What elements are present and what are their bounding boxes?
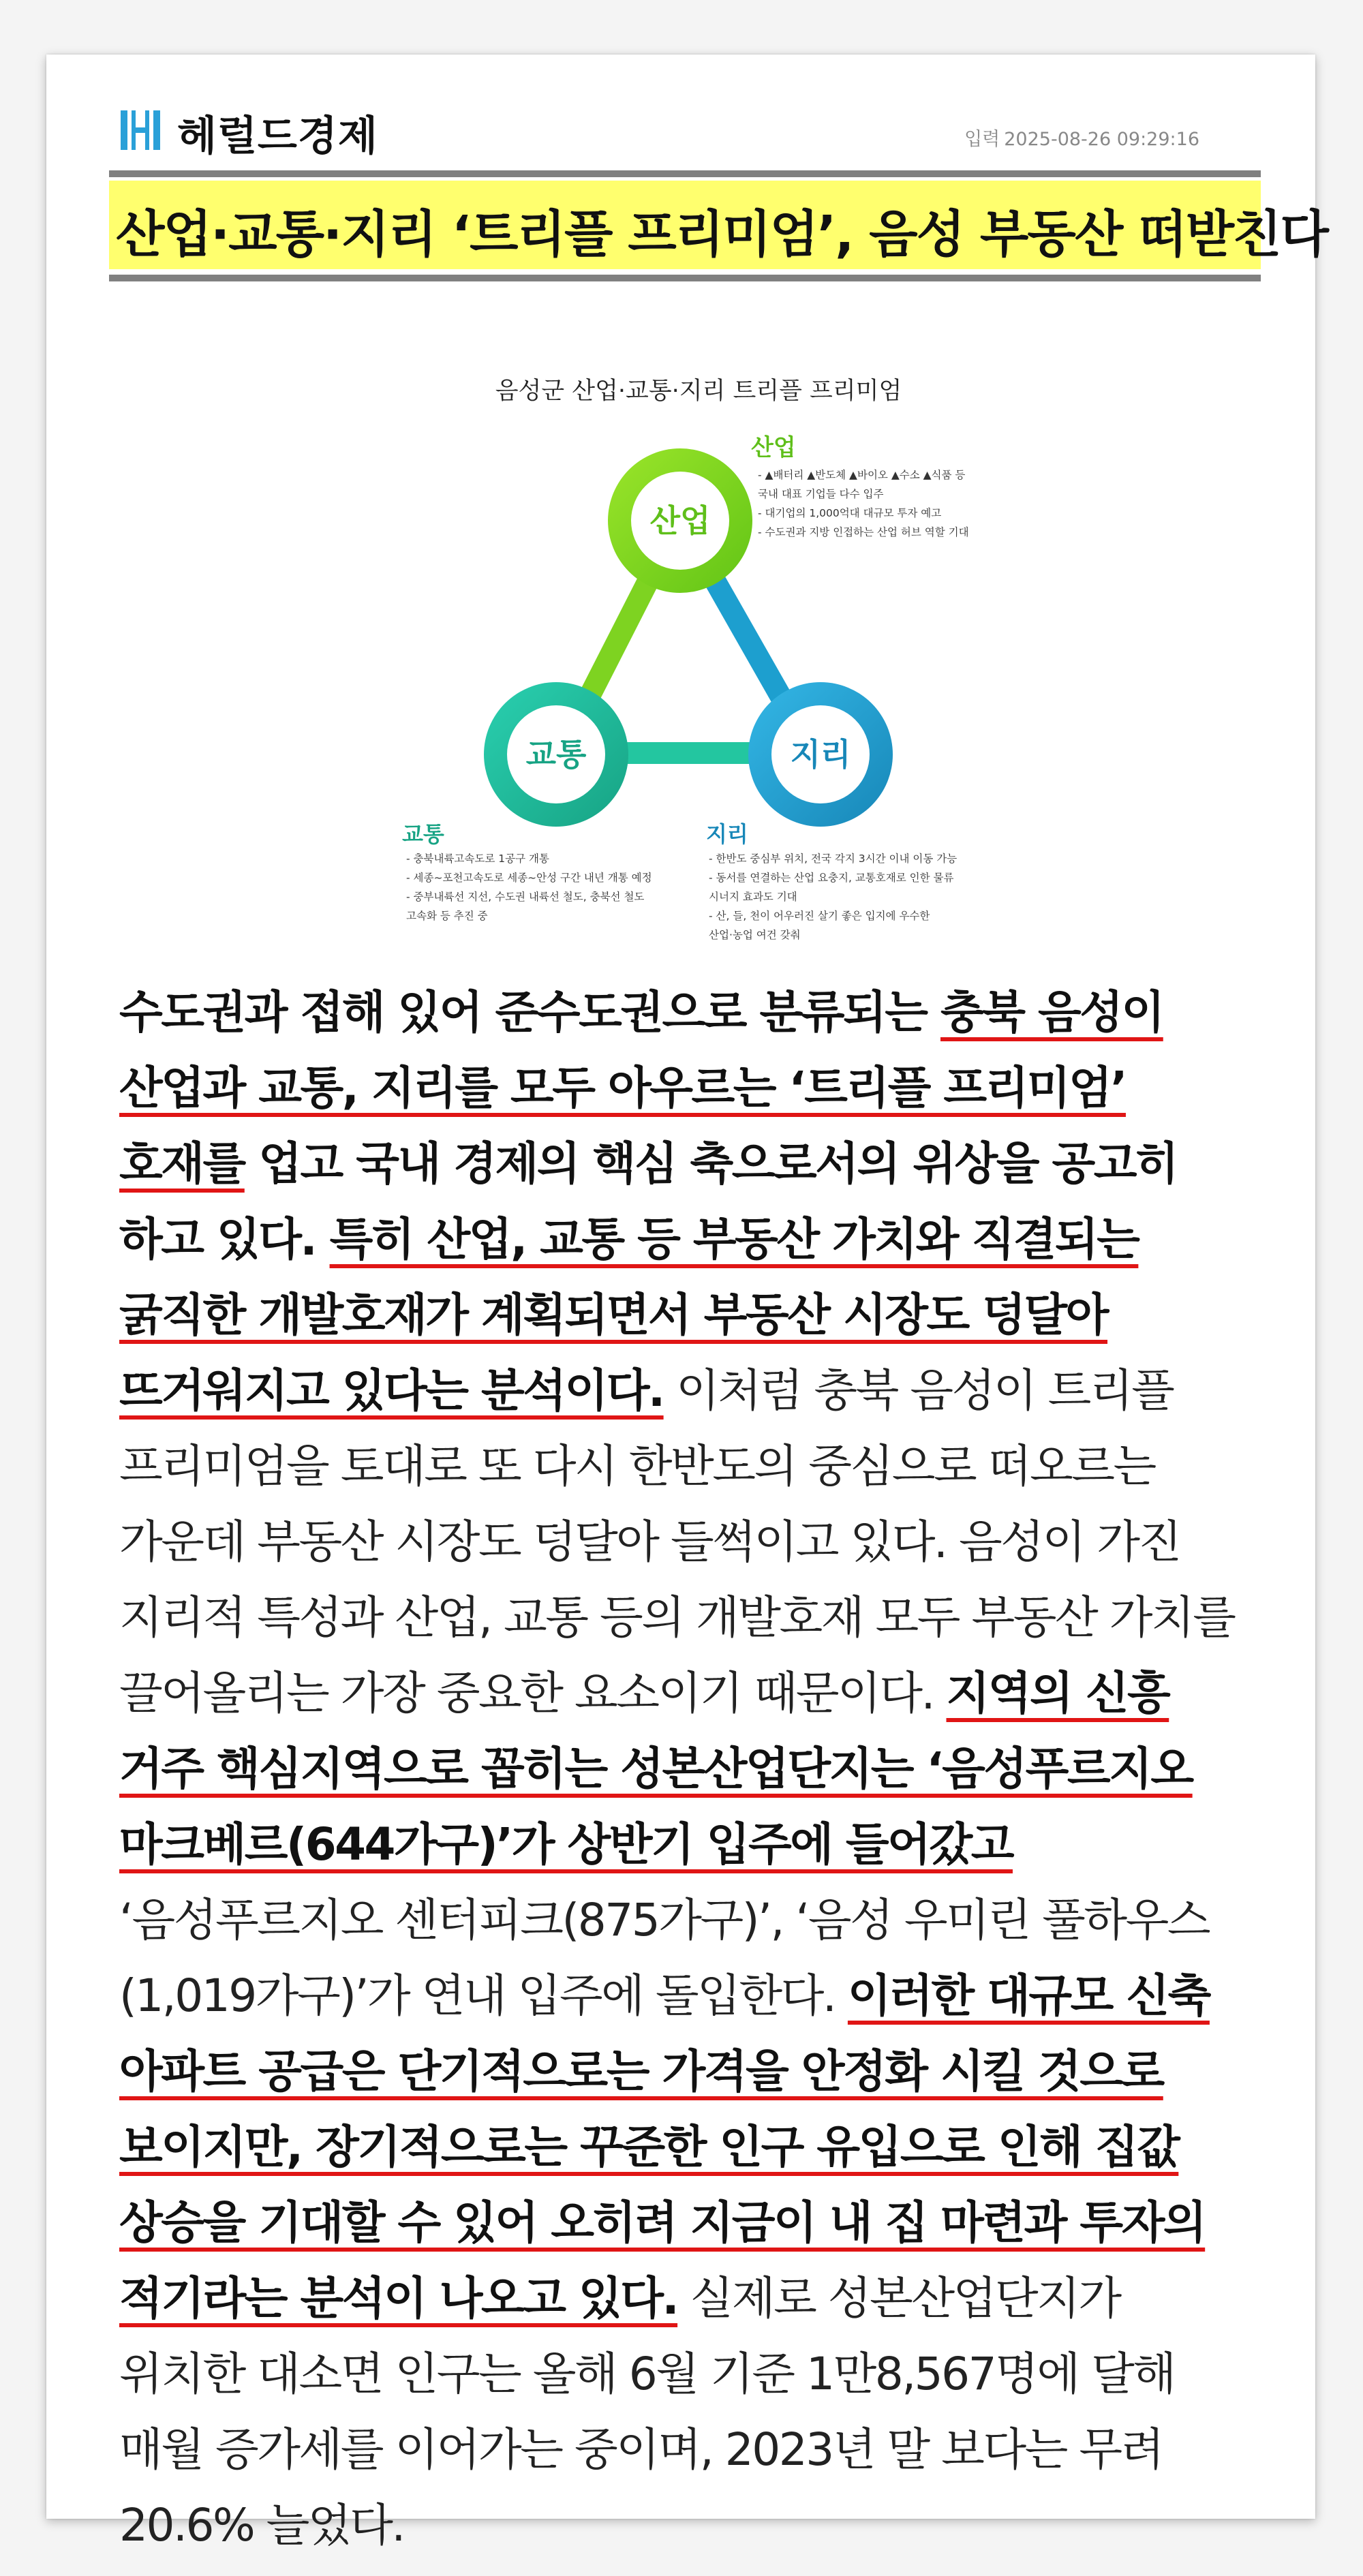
traffic-bullet: - 세종~포천고속도로 세종~안성 구간 내년 개통 예정	[406, 872, 652, 884]
industry-bullet: 국내 대표 기업들 다수 입주	[758, 488, 884, 500]
node-geo	[748, 682, 893, 827]
industry-heading: 산업	[751, 434, 796, 461]
article-body	[119, 975, 1254, 2563]
node-industry	[608, 448, 752, 593]
geo-bullet: - 산, 들, 천이 어우러진 살기 좋은 입지에 우수한	[709, 910, 930, 922]
highlighted-sentence: 충북 음성이 산업과 교통, 지리를 모두 아우르는 ‘트리플 프리미엄’ 호재를	[119, 986, 1163, 1190]
herald-logo-icon	[119, 109, 162, 151]
node-geo-label: 지리	[790, 736, 851, 773]
geo-bullet: 시너지 효과도 기대	[709, 891, 797, 903]
headline-rule-top	[109, 170, 1261, 177]
body-text: 실제로 성본산업단지가 위치한 대소면 인구는 올해 6월 기준 1만8,567명에 달해 매월 증가세를 이어가는 중이며, 2023년 말 보다는 무려 20.6% 늘었다.	[119, 2272, 1175, 2551]
industry-bullet: - ▲배터리 ▲반도체 ▲바이오 ▲수소 ▲식품 등	[758, 469, 966, 481]
lead-text: 업고 국내 경제의 핵심 축으로서의 위상을 공고히 하고 있다.	[119, 1137, 1178, 1266]
traffic-bullet: - 충북내륙고속도로 1공구 개통	[406, 853, 549, 865]
body-text: ‘음성푸르지오 센터피크(875가구)’, ‘음성 우미린 풀하우스(1,019가구)’가 연내 입주에 돌입한다.	[119, 1894, 1210, 2022]
body-text: 이처럼 충북 음성이 트리플 프리미엄을 토대로 또 다시 한반도의 중심으로 떠오르는 가운데 부동산 시장도 덩달아 들썩이고 있다. 음성이 가진 지리적 특성과 산업, 교통 등의 개발호재 모두 부동산 가치를 끌어올리는 가장 중요한 요소이기 때문이다.	[119, 1364, 1235, 1719]
geo-heading: 지리	[706, 821, 748, 847]
headline: 산업·교통·지리 ‘트리플 프리미엄’, 음성 부동산 떠받친다	[116, 205, 1328, 264]
publish-date	[960, 124, 1199, 151]
date-value: 2025-08-26 09:29:16	[1004, 129, 1199, 150]
traffic-heading: 교통	[402, 821, 444, 847]
node-traffic	[484, 682, 628, 827]
infographic-title: 음성군 산업·교통·지리 트리플 프리미엄	[495, 378, 902, 405]
highlighted-sentence: 이러한 대규모 신축 아파트 공급은 단기적으로는 가격을 안정화 시킬 것으로 보이지만, 장기적으로는 꾸준한 인구 유입으로 인해 집값 상승을 기대할 수 있어 오히려 지금이 내 집 마련과 투자의 적기라는 분석이 나오고 있다.	[119, 1969, 1210, 2325]
industry-bullet: - 대기업의 1,000억대 대규모 투자 예고	[758, 507, 942, 519]
lead-text: 수도권과 접해 있어 준수도권으로 분류되는	[119, 986, 940, 1039]
highlighted-sentence: 지역의 신흥 거주 핵심지역으로 꼽히는 성본산업단지는 ‘음성푸르지오 마크베르(644가구)’가 상반기 입주에 들어갔고	[119, 1667, 1193, 1871]
headline-rule-bottom	[109, 275, 1261, 281]
traffic-bullet: - 중부내륙선 지선, 수도권 내륙선 철도, 충북선 철도	[406, 891, 645, 903]
geo-bullet: - 동서를 연결하는 산업 요충지, 교통호재로 인한 물류	[709, 872, 954, 884]
article-paragraph	[119, 975, 1254, 2563]
geo-bullet: - 한반도 중심부 위치, 전국 각지 3시간 이내 이동 가능	[709, 853, 958, 865]
date-label: 입력	[964, 129, 1000, 150]
masthead	[75, 102, 1199, 177]
node-industry-label: 산업	[649, 502, 711, 539]
infographic	[341, 307, 1056, 961]
highlighted-sentence: 특히 산업, 교통 등 부동산 가치와 직결되는 굵직한 개발호재가 계획되면서 부동산 시장도 덩달아 뜨거워지고 있다는 분석이다.	[119, 1213, 1139, 1417]
publisher-name: 헤럴드경제	[177, 112, 378, 160]
geo-bullet: 산업·농업 여건 갖춰	[709, 929, 801, 941]
industry-bullet: - 수도권과 지방 인접하는 산업 허브 역할 기대	[758, 526, 969, 538]
traffic-bullet: 고속화 등 추진 중	[406, 910, 488, 922]
node-traffic-label: 교통	[525, 736, 587, 773]
